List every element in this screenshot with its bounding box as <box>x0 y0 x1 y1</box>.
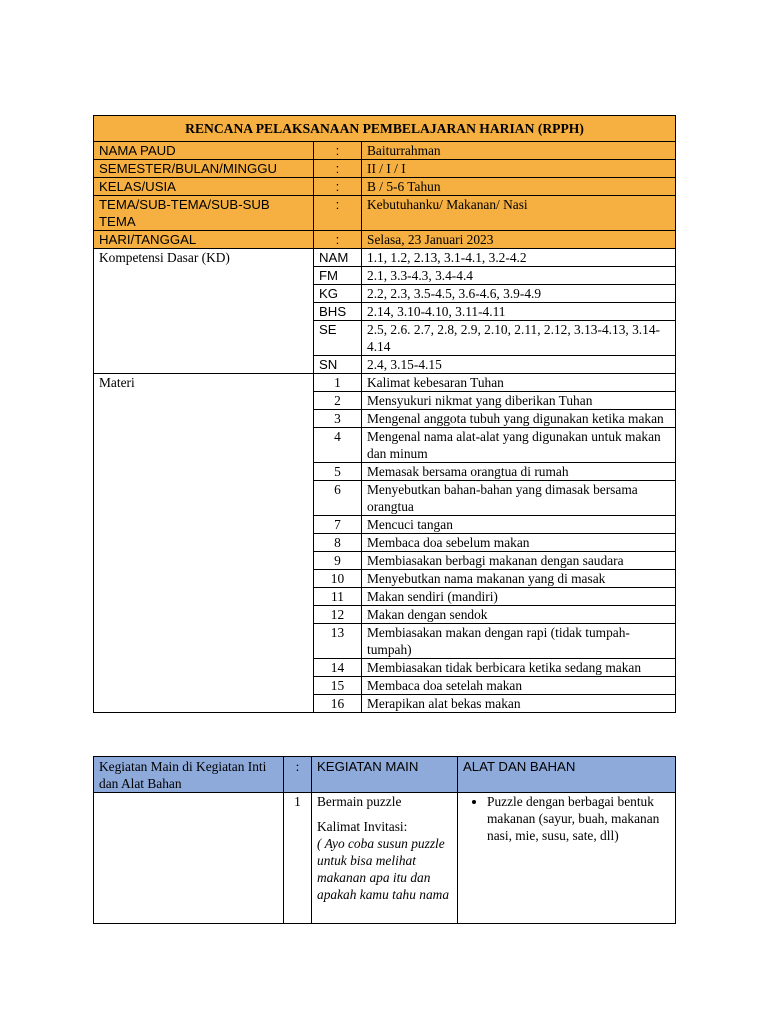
materi-text: Mensyukuri nikmat yang diberikan Tuhan <box>362 392 676 410</box>
rpph-title: RENCANA PELAKSANAAN PEMBELAJARAN HARIAN (RPPH) <box>94 116 676 142</box>
materi-number: 11 <box>314 588 362 606</box>
materi-text: Membaca doa sebelum makan <box>362 534 676 552</box>
info-value: B / 5-6 Tahun <box>362 178 676 196</box>
alat-bahan-header: ALAT DAN BAHAN <box>458 757 676 793</box>
materi-number: 14 <box>314 659 362 677</box>
alat-bahan-item: • Puzzle dengan berbagai bentuk makanan (sayur, buah, makanan nasi, mie, susu, sate, dll) <box>487 793 670 844</box>
materi-text: Kalimat kebesaran Tuhan <box>362 374 676 392</box>
kegiatan-row-number: 1 <box>284 793 312 924</box>
materi-section <box>94 374 676 713</box>
kegiatan-header-colon: : <box>284 757 312 793</box>
invitation-label: Kalimat Invitasi: <box>317 819 408 834</box>
kd-code: SE <box>314 321 362 356</box>
kd-value: 2.14, 3.10-4.10, 3.11-4.11 <box>362 303 676 321</box>
kd-value: 2.1, 3.3-4.3, 3.4-4.4 <box>362 267 676 285</box>
info-value: Baiturrahman <box>362 142 676 160</box>
materi-text: Membiasakan berbagi makanan dengan saudara <box>362 552 676 570</box>
materi-text: Menyebutkan bahan-bahan yang dimasak bersama orangtua <box>362 481 676 516</box>
info-row <box>94 160 676 178</box>
info-value: II / I / I <box>362 160 676 178</box>
kegiatan-row-label <box>94 793 284 924</box>
info-label: TEMA/SUB-TEMA/SUB-SUB TEMA <box>94 196 314 231</box>
info-row <box>94 231 676 249</box>
materi-number: 5 <box>314 463 362 481</box>
kegiatan-main-header: KEGIATAN MAIN <box>312 757 458 793</box>
kd-section <box>94 249 676 374</box>
info-label: NAMA PAUD <box>94 142 314 160</box>
kegiatan-table <box>93 756 676 924</box>
materi-number: 15 <box>314 677 362 695</box>
materi-number: 16 <box>314 695 362 713</box>
materi-text: Membaca doa setelah makan <box>362 677 676 695</box>
kegiatan-main-cell <box>312 793 458 924</box>
kd-row <box>94 249 676 267</box>
kd-value: 2.5, 2.6. 2.7, 2.8, 2.9, 2.10, 2.11, 2.12, 3.13-4.13, 3.14-4.14 <box>362 321 676 356</box>
kegiatan-header-label: Kegiatan Main di Kegiatan Inti dan Alat Bahan <box>94 757 284 793</box>
materi-row <box>94 374 676 392</box>
materi-text: Membiasakan makan dengan rapi (tidak tumpah-tumpah) <box>362 624 676 659</box>
info-label: HARI/TANGGAL <box>94 231 314 249</box>
materi-text: Membiasakan tidak berbicara ketika sedang makan <box>362 659 676 677</box>
materi-number: 9 <box>314 552 362 570</box>
kd-value: 2.4, 3.15-4.15 <box>362 356 676 374</box>
kd-code: SN <box>314 356 362 374</box>
kd-code: NAM <box>314 249 362 267</box>
info-row <box>94 196 676 231</box>
info-colon: : <box>314 160 362 178</box>
info-row <box>94 178 676 196</box>
info-value: Selasa, 23 Januari 2023 <box>362 231 676 249</box>
materi-number: 12 <box>314 606 362 624</box>
materi-text: Menyebutkan nama makanan yang di masak <box>362 570 676 588</box>
materi-number: 2 <box>314 392 362 410</box>
materi-text: Merapikan alat bekas makan <box>362 695 676 713</box>
alat-bahan-cell <box>458 793 676 924</box>
info-colon: : <box>314 196 362 231</box>
rpph-title-row <box>94 116 676 142</box>
info-colon: : <box>314 231 362 249</box>
materi-text: Makan sendiri (mandiri) <box>362 588 676 606</box>
materi-text: Memasak bersama orangtua di rumah <box>362 463 676 481</box>
materi-number: 6 <box>314 481 362 516</box>
kegiatan-main-title: Bermain puzzle <box>317 794 402 809</box>
materi-number: 3 <box>314 410 362 428</box>
materi-number: 1 <box>314 374 362 392</box>
kd-value: 2.2, 2.3, 3.5-4.5, 3.6-4.6, 3.9-4.9 <box>362 285 676 303</box>
kd-code: KG <box>314 285 362 303</box>
materi-text: Mencuci tangan <box>362 516 676 534</box>
kegiatan-row <box>94 793 676 924</box>
materi-label: Materi <box>94 374 314 713</box>
kd-value: 1.1, 1.2, 2.13, 3.1-4.1, 3.2-4.2 <box>362 249 676 267</box>
info-row <box>94 142 676 160</box>
info-colon: : <box>314 178 362 196</box>
materi-text: Makan dengan sendok <box>362 606 676 624</box>
materi-number: 8 <box>314 534 362 552</box>
materi-number: 10 <box>314 570 362 588</box>
materi-text: Mengenal anggota tubuh yang digunakan ketika makan <box>362 410 676 428</box>
alat-bahan-list <box>463 793 670 844</box>
rpph-table <box>93 115 676 713</box>
info-section <box>94 142 676 249</box>
kd-code: FM <box>314 267 362 285</box>
info-label: SEMESTER/BULAN/MINGGU <box>94 160 314 178</box>
materi-number: 13 <box>314 624 362 659</box>
info-value: Kebutuhanku/ Makanan/ Nasi <box>362 196 676 231</box>
info-colon: : <box>314 142 362 160</box>
materi-number: 4 <box>314 428 362 463</box>
kd-code: BHS <box>314 303 362 321</box>
materi-text: Mengenal nama alat-alat yang digunakan untuk makan dan minum <box>362 428 676 463</box>
kd-label: Kompetensi Dasar (KD) <box>94 249 314 374</box>
invitation-text: ( Ayo coba susun puzzle untuk bisa melihat makanan apa itu dan apakah kamu tahu nama <box>317 836 450 902</box>
materi-number: 7 <box>314 516 362 534</box>
info-label: KELAS/USIA <box>94 178 314 196</box>
kegiatan-header-row <box>94 757 676 793</box>
